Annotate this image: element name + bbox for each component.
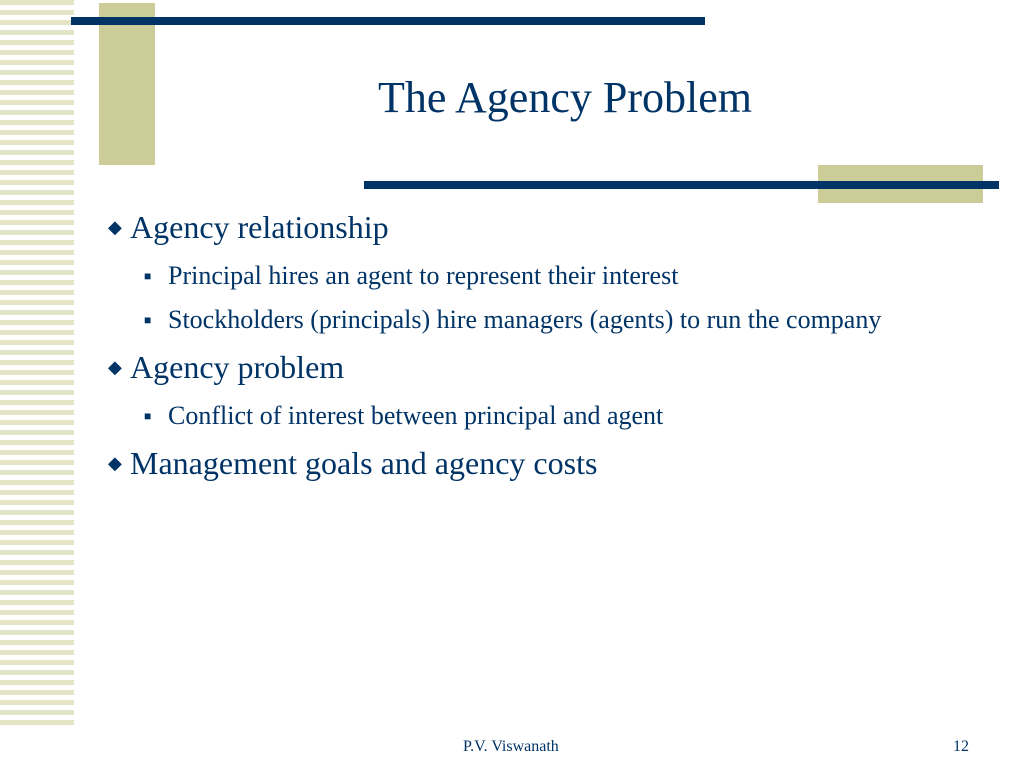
- footer-author: P.V. Viswanath: [463, 738, 559, 755]
- slide-content: [108, 206, 988, 492]
- page-number: 12: [953, 738, 969, 755]
- decorative-stripes: [0, 0, 74, 730]
- diamond-icon: ◆: [108, 357, 122, 377]
- diamond-icon: ◆: [108, 453, 122, 473]
- bullet-level2: [108, 256, 988, 296]
- bullet-level1: [108, 442, 988, 484]
- bullet-text: Conflict of interest between principal and agent: [168, 401, 664, 430]
- bullet-text: Management goals and agency costs: [130, 445, 598, 481]
- square-icon: ■: [144, 269, 152, 283]
- bullet-text: Principal hires an agent to represent their interest: [168, 261, 679, 290]
- bullet-level2: [108, 396, 988, 436]
- slide-title: The Agency Problem: [378, 73, 752, 122]
- square-icon: ■: [144, 313, 152, 327]
- bullet-level1: [108, 346, 988, 388]
- bullet-level2: [108, 300, 988, 340]
- square-icon: ■: [144, 409, 152, 423]
- diamond-icon: ◆: [108, 217, 122, 237]
- decorative-line-mid: [364, 181, 999, 189]
- decorative-block-left: [99, 3, 155, 165]
- bullet-level1: [108, 206, 988, 248]
- bullet-text: Agency relationship: [130, 209, 389, 245]
- bullet-text: Stockholders (principals) hire managers (agents) to run the company: [168, 305, 882, 334]
- decorative-line-top: [71, 17, 705, 25]
- bullet-text: Agency problem: [130, 349, 345, 385]
